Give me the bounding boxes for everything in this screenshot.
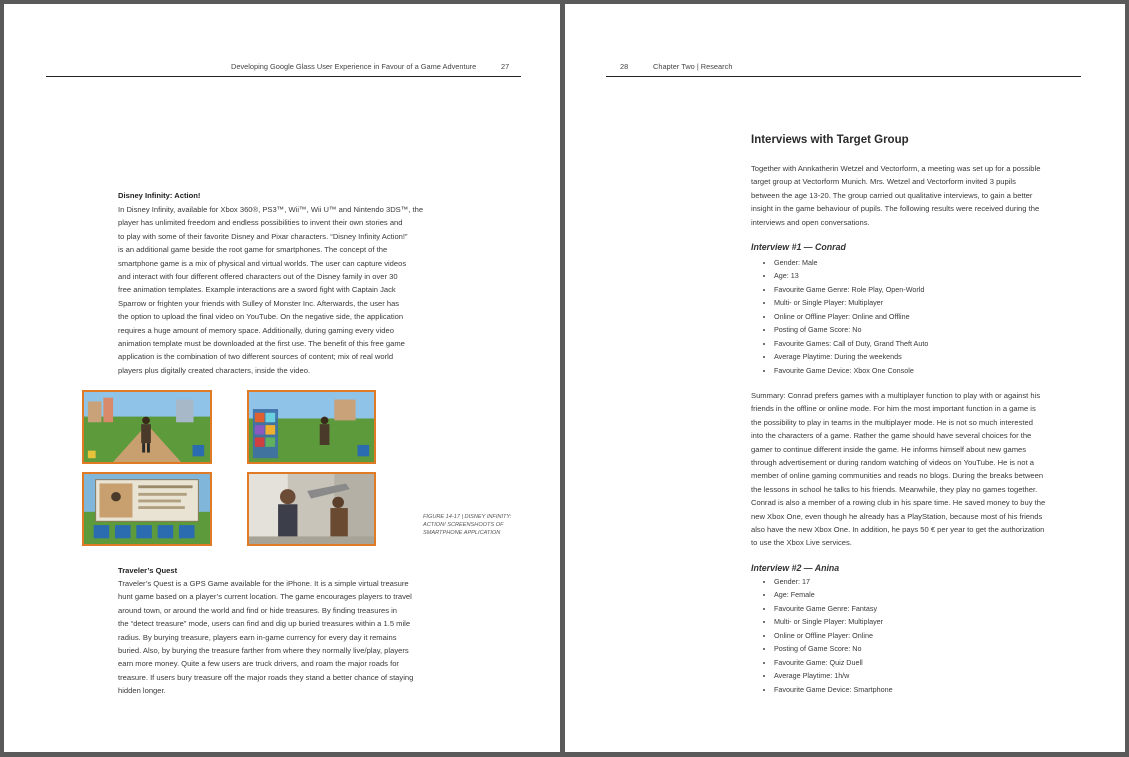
- list-item: Gender: 17: [763, 575, 893, 588]
- text-line: Traveler’s Quest is a GPS Game available for the iPhone. It is a simple virtual treasure: [118, 579, 409, 588]
- text-line: new Xbox One, even though he already has a PlayStation, because most of his friends: [751, 511, 1043, 521]
- list-item: Gender: Male: [763, 256, 928, 269]
- text-line: requires a huge amount of memory space. Additionally, during gaming every video: [118, 325, 394, 335]
- heading-interviews: Interviews with Target Group: [751, 134, 909, 146]
- interview-1-facts: [763, 256, 928, 377]
- screenshot-template-select: [82, 472, 212, 546]
- text-line: buried. Also, by burying the treasure farther from where they normally live/play, players: [118, 646, 409, 656]
- text-line: hunt game based on a player’s current location. The game encourages players to travel: [118, 592, 412, 602]
- running-header-title: Developing Google Glass User Experience in Favour of a Game Adventure: [231, 62, 477, 71]
- list-item: Favourite Games: Call of Duty, Grand Theft Auto: [763, 337, 928, 350]
- text-line: application is the combination of two different sources of content; mix of real world: [118, 352, 394, 362]
- text-line: the lessons in school he talks to his friends. Meanwhile, they play no games together.: [751, 484, 1038, 494]
- text-line: smartphone game is a mix of physical and virtual worlds. The user can capture videos: [118, 258, 407, 268]
- page-number-right: 28: [620, 62, 629, 71]
- figure-caption: FIGURE 14-17 | DISNEY INFINITY: ACTION! SCREENSHOOTS OF SMARTPHONE APPLICATION: [423, 514, 512, 536]
- left-page: [4, 4, 560, 752]
- list-item: Favourite Game Device: Xbox One Console: [763, 364, 928, 377]
- text-line: friends in the offline or online mode. For him the most important function in a game is: [751, 404, 1036, 414]
- list-item: Online or Offline Player: Online and Offline: [763, 310, 928, 323]
- interview-2-facts: [763, 575, 893, 696]
- list-item: Age: Female: [763, 588, 893, 601]
- text-line: hidden longer.: [118, 686, 166, 696]
- heading-interview-1: Interview #1 — Conrad: [751, 242, 846, 252]
- text-line: insight in the game behaviour of pupils. The following results were received during the: [751, 204, 1040, 214]
- right-page: [565, 4, 1125, 752]
- list-item: Online or Offline Player: Online: [763, 629, 893, 642]
- section-title-travelers-quest: Traveler’s Quest: [118, 566, 178, 575]
- text-line: also have the new Xbox One. In addition, he pays 50 € per year to get the authorization: [751, 525, 1045, 535]
- text-line: through advertisement or during random watching of videos on YouTube. He is not a: [751, 458, 1034, 468]
- list-item: Average Playtime: 1h/w: [763, 669, 893, 682]
- list-item: Favourite Game Device: Smartphone: [763, 683, 893, 696]
- text-line: players plus digitally created characters, inside the video.: [118, 365, 311, 375]
- paragraph-intro: [751, 162, 1061, 229]
- screenshot-character-menu: [247, 390, 376, 464]
- text-line: interviews and open conversations.: [751, 217, 870, 227]
- list-item: Favourite Game Genre: Role Play, Open-World: [763, 283, 928, 296]
- text-line: treasure. If users bury treasure off the major roads they stand a better chance of staying: [118, 672, 414, 682]
- chapter-label: Chapter Two | Research: [653, 62, 733, 71]
- text-line: around town, or around the world and find or hide treasures. By finding treasures in: [118, 605, 398, 615]
- text-line: to use the Xbox Live services.: [751, 538, 852, 548]
- text-line: earn more money. Quite a few users are truck drivers, and roam the major roads for: [118, 659, 399, 669]
- text-line: free animation templates. Example interactions are a sword fight with Captain Jack: [118, 285, 396, 295]
- text-line: player has unlimited freedom and endless possibilities to invent their own stories and: [118, 218, 403, 228]
- text-line: Summary: Conrad prefers games with a multiplayer function to play with or against his: [751, 391, 1041, 400]
- heading-interview-2: Interview #2 — Anina: [751, 563, 840, 573]
- screenshot-real-world-video: [247, 472, 376, 546]
- list-item: Posting of Game Score: No: [763, 323, 928, 336]
- text-line: animation template must be downloaded at the first use. The benefit of this free game: [118, 339, 405, 349]
- page-number-left: 27: [501, 62, 510, 71]
- paragraph-summary: [751, 389, 1071, 550]
- list-item: Multi- or Single Player: Multiplayer: [763, 296, 928, 309]
- section-title-disney: Disney Infinity: Action!: [118, 191, 201, 200]
- header-rule-left: [46, 76, 521, 77]
- text-line: the possibility to play in teams in the multiplayer mode. He is not so much interested: [751, 417, 1033, 427]
- text-line: and interact with four different offered characters out of the Disney family in over 30: [118, 272, 398, 282]
- paragraph-disney-infinity: [118, 203, 518, 377]
- list-item: Average Playtime: During the weekends: [763, 350, 928, 363]
- paragraph-travelers-quest: [118, 577, 518, 698]
- list-item: Favourite Game: Quiz Duell: [763, 656, 893, 669]
- screenshot-jack-sparrow: [82, 390, 212, 464]
- text-line: Conrad is also a member of a rowing club in his spare time. He saved money to buy the: [751, 498, 1046, 508]
- list-item: Posting of Game Score: No: [763, 642, 893, 655]
- list-item: Age: 13: [763, 269, 928, 282]
- text-line: In Disney Infinity, available for Xbox 360®, PS3™, Wii™, Wii U™ and Nintendo 3DS™, the: [118, 205, 424, 214]
- text-line: is an additional game beside the root game for smartphones. The concept of the: [118, 245, 388, 255]
- text-line: gamer to continue different inside the game. He informs himself about new games: [751, 444, 1027, 454]
- text-line: Sparrow or frighten your friends with Sulley of Monster Inc. Afterwards, the user has: [118, 298, 400, 308]
- text-line: member of online gaming communities and reads no blogs. During the breaks between: [751, 471, 1044, 481]
- text-line: Together with Annkatherin Wetzel and Vectorform, a meeting was set up for a possible: [751, 164, 1041, 173]
- header-rule-right: [606, 76, 1081, 77]
- text-line: into the characters of a game. Rather the game should have several choices for the: [751, 431, 1032, 441]
- text-line: the “detect treasure” mode, users can find and dig up buried treasures within a 1.5 mile: [118, 619, 411, 629]
- list-item: Multi- or Single Player: Multiplayer: [763, 615, 893, 628]
- text-line: radius. By burying treasure, players earn in-game currency for every day it remains: [118, 632, 397, 642]
- text-line: between the age 13-20. The group carried out qualitative interviews, to gain a better: [751, 190, 1033, 200]
- text-line: the option to upload the final video on YouTube. On the negative side, the application: [118, 312, 404, 322]
- text-line: to play with some of their favorite Disney and Pixar characters. “Disney Infinity Action!”: [118, 231, 408, 241]
- list-item: Favourite Game Genre: Fantasy: [763, 602, 893, 615]
- text-line: target group at Vectorform Munich. Mrs. Wetzel and Vectorform invited 3 pupils: [751, 177, 1016, 187]
